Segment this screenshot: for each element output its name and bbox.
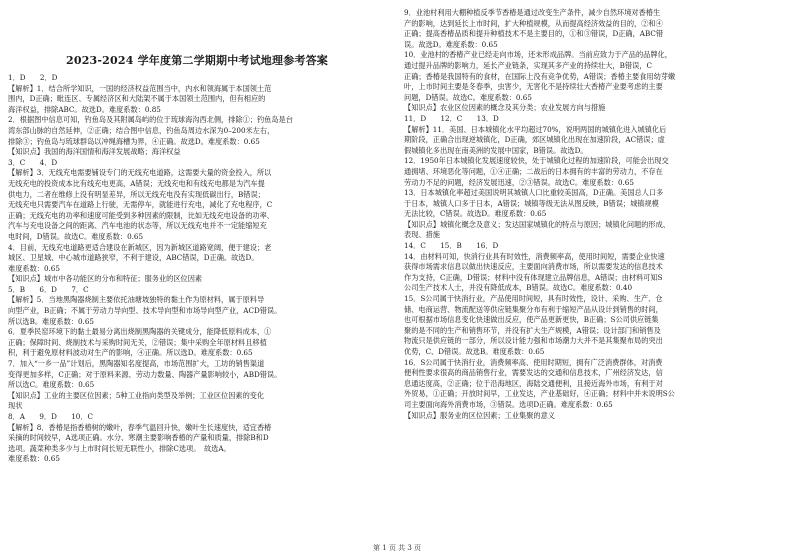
- answer-line: 外贸易，①正确；开放时间早，工业发达，产业基础好，④正确；材料中并未说明S公: [404, 389, 675, 399]
- answer-line: 1．D 2．D: [8, 73, 58, 82]
- answer-line: 表现、措施: [404, 230, 440, 240]
- answer-line: 息通达度高，②正确；位于沿海地区，海陆交通便利，且接近海外市场，有利于对: [404, 378, 663, 388]
- answer-line: 10．业池村的香椿产业已经走向市场，还未形成品牌。当前应致力于产品的品牌化，: [404, 50, 672, 60]
- answer-line: 也可根据市场信息变化快速做出反应，使产品更新更快，B正确；S公司供应链集: [404, 315, 659, 325]
- answer-line: 12．1950年日本城镇化发展速度较快，处于城镇化过程的加速阶段，可能会出现交: [404, 156, 669, 166]
- answer-line: 劳动力不足的问题，经济发展迅速，②③错误。故选C。难度系数：0.65: [404, 177, 634, 187]
- page-footer: 第 1 页 共 3 页: [372, 544, 422, 552]
- answer-line: 6．夏季民窑环境下的黏土最易分离出烧制黑陶器的关键成分，能降低原料成本，①: [8, 327, 272, 337]
- answer-line: 【知识点】城市中各功能区的分布和特征；服务业的区位因素: [8, 274, 203, 284]
- left-column: [8, 8, 386, 465]
- answer-line: 【解析】1．结合所学知识，一国的经济权益范围当中，内水和领海属于本国领土范: [8, 83, 272, 93]
- answer-line: 16．S公司属于快消行业，消费频率高、使用时期短，拥有广泛消费群体，对消费: [404, 357, 663, 367]
- answer-line: 储、电商运营、物流配送等供应链集聚分布有利于缩短产品从设计到销售的时间，: [404, 304, 663, 314]
- answer-line: 城区、卫星城、中心城市道路狭窄，不利于建设，ABC错误，D正确。故选D。: [8, 253, 259, 263]
- right-column: [404, 8, 782, 421]
- answer-line: 叶，上市时间主要是冬春季，虫害少，无害化不是持续壮大香椿产业要考虑的主要: [404, 82, 663, 92]
- answer-line: 5．B 6．D 7．C: [8, 284, 89, 294]
- answer-line: 无线充电的投资成本比有线充电更高，A错误；无线充电和有线充电都是为汽车提: [8, 178, 265, 188]
- answer-line: 正确；保障时间、烧制技术与采购时间无关，②错误；集中采购全年原材料且移植: [8, 337, 267, 347]
- answer-line: 3．C 4．D: [8, 157, 58, 167]
- answer-line: 积，利于避免原材料波动对生产的影响，④正确。所以选D。难度系数：0.65: [8, 348, 253, 358]
- answer-line: 13．日本城镇化率超过美国说明其城镇人口比重较美国高，D正确。美国总人口多: [404, 188, 664, 198]
- answer-line: 物流只是供应链的一部分，所以设计能力强和市场潮力大并不是其集聚布局的突出: [404, 336, 663, 346]
- answer-line: 选项。蔬菜种类多少与上市时间长短无联性小，排除C选项。 故选A。: [8, 443, 231, 453]
- answer-line: 围内，D正确；毗连区、专属经济区和大陆架不属于本国领土范围内，但有相应的: [8, 94, 266, 104]
- document-title: 2023-2024 学年度第二学期期中考试地理参考答案: [65, 54, 329, 67]
- answer-line: 期阶段，正确合出现逆城镇化，D正确，郊区城镇化出现在加速阶段，AC错误；虚: [404, 135, 665, 145]
- answer-line: 14．由材料可知，快消行业具有时效性，消费频率高，使用时间短，需要企业快速: [404, 251, 665, 261]
- answer-line: 【解析】8．香椿是指香椿树的嫩叶，春季气温回升快，嫩叶生长速度快，适宜香椿: [8, 422, 272, 432]
- answer-line: 【解析】3．无线充电需要铺设专门的无线充电道路，这需要大量的资金投入，所以: [8, 168, 272, 178]
- answer-line: 正确；提高香椿品质和提升种植技术不是主要目的，①和③错误，D正确，ABC错: [404, 29, 664, 39]
- answer-line: 产的影响，达到延长上市时间，扩大种植规模，从而提高经济效益的目的，②和④: [404, 18, 663, 28]
- answer-line: 海洋权益，排除ABC。故选D。难度系数：0.85: [8, 104, 161, 114]
- answer-line: 【知识点】服务业的区位因素；工业集聚的意义: [404, 410, 555, 420]
- right-column-body: [404, 8, 782, 421]
- answer-line: 湾东部山脉的自然延伸，②正确；结合图中信息，钓鱼岛周边水深为0–200米左右，: [8, 125, 275, 135]
- left-column-body: [8, 73, 386, 465]
- answer-line: 所以选B。难度系数：0.65: [8, 316, 94, 326]
- answer-line: 假城镇化多出现在南美洲的发展中国家，B错误。故选D。: [404, 145, 588, 155]
- answer-line: 【解析】11．美国、日本城镇化水平均超过70%，说明两国的城镇化进入城镇化后: [404, 124, 667, 134]
- answer-line: 正确；香椿是我国特有的食材，在国际上没有竞争优势，A错误；香椿主要食用幼芽嫩: [404, 71, 676, 81]
- answer-line: 无法比较，C错误。故选D。难度系数：0.65: [404, 209, 547, 219]
- answer-line: 9．业池村利用大棚种植反季节香椿是通过改变生产条件，减少自然环境对香椿生: [404, 8, 661, 17]
- answer-line: 变得更加多样，C正确；对于原料来源、劳动力数量、陶器产量影响较小，ABD错误。: [8, 369, 282, 379]
- answer-line: 通过提升品牌的影响力，延长产业链条，实现其多产业的持续壮大，B错误，C: [404, 60, 652, 70]
- answer-line: 所以选C。难度系数：0.65: [8, 380, 95, 390]
- answer-line: 向型产业，B正确；不属于劳动力导向型、技术导向型和市场导向型产业，ACD错误。: [8, 306, 282, 316]
- answer-line: 难度系数：0.65: [8, 263, 60, 273]
- answer-line: 【知识点】我国的海洋国情和海洋发展战略；海洋权益: [8, 147, 181, 157]
- answer-line: 排除③；钓鱼岛与琉球群岛以冲绳海槽为界，④正确。故选D。难度系数：0.65: [8, 136, 260, 146]
- answer-line: 无线充电只需要汽车在道路上行驶，无需停车，就能进行充电，减化了充电程序，C: [8, 200, 273, 210]
- answer-line: 汽车与充电设备之间的距离、汽车电池的状态等，所以无线充电并不一定能缩短充: [8, 221, 267, 231]
- answer-line: 通拥堵、环境恶化等问题，①④正确；二战后的日本拥有的丰富的劳动力，不存在: [404, 166, 663, 176]
- answer-line: 司主要面向海外消费市场，③错误。选项D正确。难度系数：0.65: [404, 399, 613, 409]
- answer-line: 7．加入“一乡一品”计划后，黑陶器知名度提高，市场范围扩大，工坊的销售渠道: [8, 359, 265, 369]
- answer-line: 于日本，城镇人口多于日本，A错误；城镇等级无法从图反映，B错误；城镇规模: [404, 198, 659, 208]
- answer-line: 获得市场需求信息以做出快速反应，主要面向消费市场，所以需要发达的信息技术: [404, 262, 663, 272]
- answer-line: 误。故选D。难度系数：0.65: [404, 39, 498, 49]
- answer-line: 8．A 9．D 10．C: [8, 412, 94, 421]
- answer-line: 【知识点】城镇化概念及意义；发达国家城镇化的特点与原因；城镇化问题的形成、: [404, 219, 670, 229]
- answer-line: 【解析】5．当地黑陶器烧制主要依托油塘坡独特的黏土作为原材料，属于原料导: [8, 295, 265, 305]
- answer-line: 供电力，二者在维修上没有明显差异，所以无线充电没有实现低碳出行，B错误；: [8, 189, 265, 199]
- answer-line: 15．S公司属于快消行业，产品使用时间短，具有时效性，设计、采购、生产、仓: [404, 294, 663, 304]
- answer-line: 正确；无线充电的功率和速度可能受到多种因素的限制，比如无线充电设备的功率、: [8, 210, 274, 220]
- answer-line: 问题，D错误。故选C。难度系数：0.65: [404, 92, 532, 102]
- answer-line: 【知识点】工业的主要区位因素；5种工业指向类型及举例；工业区位因素的变化: [8, 390, 265, 400]
- answer-line: 作为支持，C正确，D错误；材料中没有体现建立品牌信息，A错误；由材料可知S: [404, 272, 663, 282]
- answer-line: 便利性要求很高的商品销售行业，需要发达的交通和信息技术，广州经济发达，信: [404, 368, 663, 378]
- answer-line: 采摘的时间较早，A选项正确。水分、寒潮主要影响香椿的产量和质量，排除B和D: [8, 433, 269, 443]
- answer-line: 公司生产技术人士，并没有降低成本，B错误。故选C。难度系数：0.40: [404, 283, 633, 293]
- answer-line: 电时间，D错误。故选C。难度系数：0.65: [8, 231, 144, 241]
- answer-line: 聚的是不同的生产和销售环节，并没有扩大生产规模，A错误；设计部门和销售及: [404, 325, 661, 335]
- answer-line: 4．目前，无线充电道路更适合建设在新城区，因为新城区道路宽阔，便于建设；老: [8, 242, 272, 252]
- answer-line: 14．C 15．B 16．D: [404, 241, 499, 251]
- answer-line: 现状: [8, 401, 23, 411]
- answer-line: 难度系数：0.65: [8, 454, 60, 464]
- answer-line: 11．D 12．C 13．D: [404, 113, 499, 123]
- answer-line: 【知识点】农业区位因素的概念及其分类；农业发展方向与措施: [404, 103, 606, 113]
- answer-line: 2．根据图中信息可知，钓鱼岛及其附属岛屿的位于琉球海沟西北侧，排除①；钓鱼岛是台: [8, 115, 293, 125]
- answer-line: 优势，C、D错误。故选B。难度系数：0.65: [404, 347, 545, 356]
